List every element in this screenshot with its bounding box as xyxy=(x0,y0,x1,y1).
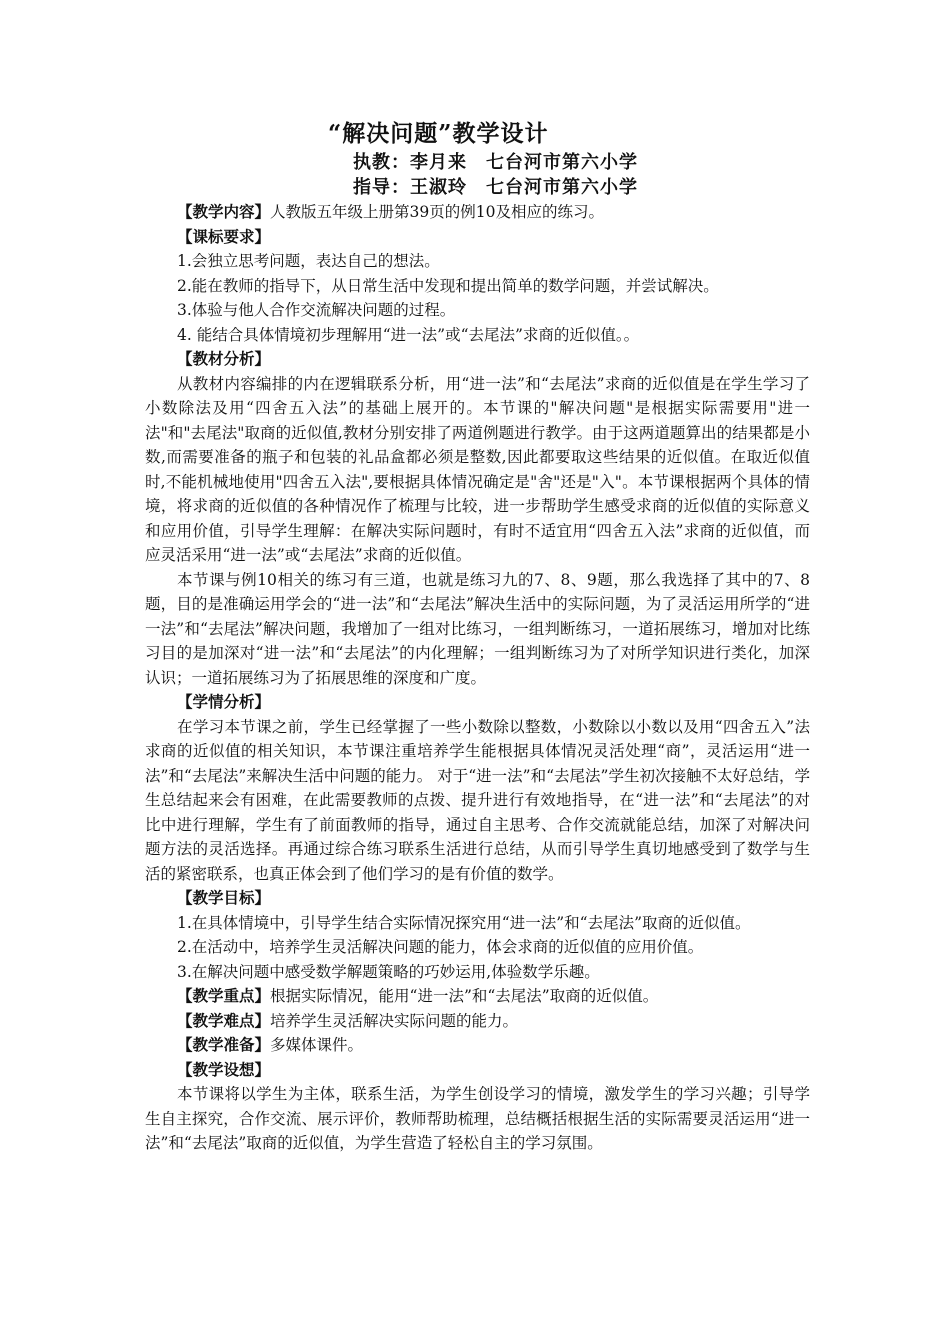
document-title: “解决问题”教学设计 xyxy=(328,120,549,147)
goal-item-3: 3.在解决问题中感受数学解题策略的巧妙运用,体验数学乐趣。 xyxy=(177,962,600,981)
students-paragraph: 在学习本节课之前，学生已经掌握了一些小数除以整数，小数除以小数以及用“四舍五入”法求商的近似值的相关知识，本节课注重培养学生能根据具体情况灵活处理“商”，灵活运用“进一法”和“去尾法”来解决生活中问题的能力。 对于“进一法”和“去尾法”学生初次接触不太好总结，学生总结起来会有困难，在此需要教师的点拨、提升进行有效地指导，在“进一法”和“去尾法”的对比中进行理解，学生有了前面教师的指导，通过自主思考、合作交流就能总结，加深了对解决问题方法的灵活选择。再通过综合练习联系生活进行总结，从而引导学生真切地感受到了数学与生活的紧密联系，也真正体会到了他们学习的是有价值的数学。 xyxy=(145,717,810,883)
goal-item-2: 2.在活动中，培养学生灵活解决问题的能力，体会求商的近似值的应用价值。 xyxy=(177,938,704,956)
difficulty-row xyxy=(145,1009,810,1034)
prep-row xyxy=(145,1033,810,1058)
curriculum-item-2: 2.能在教师的指导下，从日常生活中发现和提出简单的数学问题，并尝试解决。 xyxy=(177,276,719,295)
curriculum-item-1: 1.会独立思考问题，表达自己的想法。 xyxy=(177,252,440,270)
design-heading: 【教学设想】 xyxy=(177,1059,271,1079)
difficulty-text: 培养学生灵活解决实际问题的能力。 xyxy=(270,1011,519,1030)
document-page xyxy=(145,118,810,1156)
material-paragraph-1: 从教材内容编排的内在逻辑联系分析，用“进一法”和“去尾法”求商的近似值是在学生学习了小数除法及用“四舍五入法”的基础上展开的。本节课的"解决问题"是根据实际需要用"进一法"和"去尾法"取商的近似值,教材分别安排了两道例题进行教学。由于这两道题算出的结果都是小数,而需要准备的瓶子和包装的礼品盒都必须是整数,因此都要取这些结果的近似值。在取近似值时,不能机械地使用"四舍五入法",要根据具体情况确定是"舍"还是"入"。本节课根据两个具体的情境，将求商的近似值的各种情况作了梳理与比较，进一步帮助学生感受求商的近似值的实际意义和应用价值，引导学生理解：在解决实际问题时，有时不适宜用“四舍五入法”求商的近似值，而应灵活采用“进一法”或“去尾法”求商的近似值。 xyxy=(145,374,810,564)
curriculum-item-3: 3.体验与他人合作交流解决问题的过程。 xyxy=(177,301,456,319)
advisor-line: 指导：王淑玲 七台河市第六小学 xyxy=(353,177,638,198)
content-text: 人教版五年级上册第39页的例10及相应的练习。 xyxy=(270,203,604,221)
content-row xyxy=(145,200,810,225)
material-heading: 【教材分析】 xyxy=(177,349,271,368)
content-heading: 【教学内容】 xyxy=(177,202,271,221)
material-paragraph-2: 本节课与例10相关的练习有三道，也就是练习九的7、8、9题，那么我选择了其中的7、8题，目的是准确运用学会的“进一法”和“去尾法”解决生活中的实际问题，为了灵活运用所学的“进一法”和“去尾法”解决问题，我增加了一组对比练习，一组判断练习，一道拓展练习，增加对比练习目的是加深对“进一法”和“去尾法”的内化理解；一组判断练习为了对所学知识进行类化，加深认识；一道拓展练习为了拓展思维的深度和广度。 xyxy=(145,570,810,687)
design-paragraph: 本节课将以学生为主体，联系生活，为学生创设学习的情境，激发学生的学习兴趣；引导学生自主探究，合作交流、展示评价，教师帮助梳理，总结概括根据生活的实际需要灵活运用“进一法”和“去尾法”取商的近似值，为学生营造了轻松自主的学习氛围。 xyxy=(145,1085,810,1152)
key-text: 根据实际情况，能用“进一法”和“去尾法”取商的近似值。 xyxy=(270,987,659,1005)
difficulty-heading: 【教学难点】 xyxy=(177,1010,271,1030)
curriculum-item-4: 4. 能结合具体情境初步理解用“进一法”或“去尾法”求商的近似值。。 xyxy=(177,325,640,344)
students-heading: 【学情分析】 xyxy=(177,692,271,711)
prep-text: 多媒体课件。 xyxy=(270,1036,364,1054)
teacher-line: 执教：李月来 七台河市第六小学 xyxy=(353,152,638,173)
key-heading: 【教学重点】 xyxy=(177,986,271,1005)
goal-item-1: 1.在具体情境中，引导学生结合实际情况探究用“进一法”和“去尾法”取商的近似值。 xyxy=(177,913,751,932)
curriculum-heading: 【课标要求】 xyxy=(177,226,271,246)
key-row xyxy=(145,984,810,1009)
prep-heading: 【教学准备】 xyxy=(177,1035,271,1054)
goals-heading: 【教学目标】 xyxy=(177,888,271,907)
